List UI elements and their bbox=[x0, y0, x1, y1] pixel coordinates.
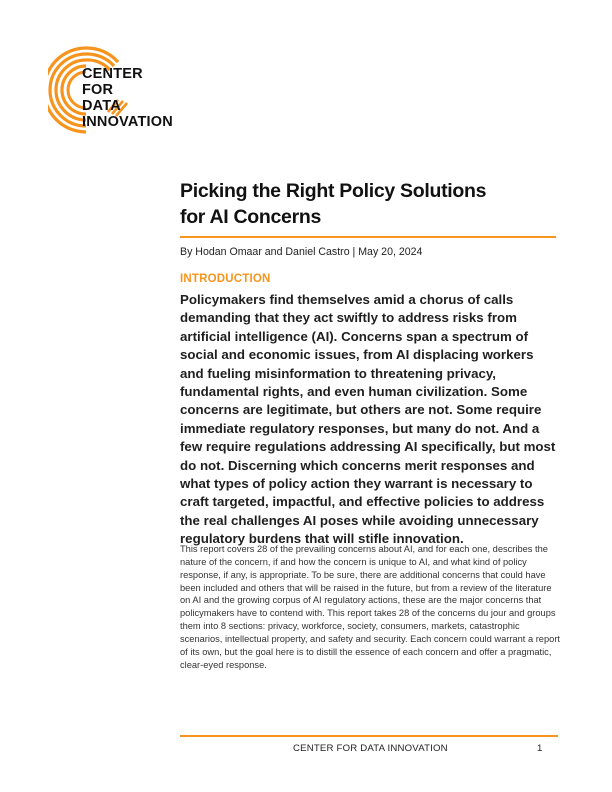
page-number: 1 bbox=[537, 743, 543, 754]
lead-paragraph: Policymakers find themselves amid a chorus of calls demanding that they act swiftly to address risks from artificial intelligence (AI). Concerns span a spectrum of social and economic issues, from AI displacing workers and fueling misinformation to threatening privacy, fundamental rights, and even human civilization. Some concerns are legitimate, but others are not. Some require immediate regulatory responses, but many do not. And a few require regulations addressing AI specifically, but most do not. Discerning which concerns merit responses and what types of policy action they warrant is necessary to craft targeted, impactful, and effective policies to address the real challenges AI poses while avoiding unnecessary regulatory burdens that will stifle innovation. bbox=[180, 292, 556, 547]
byline: By Hodan Omaar and Daniel Castro | May 20, 2024 bbox=[180, 246, 423, 258]
logo-wordmark bbox=[82, 66, 173, 130]
logo-line-3: DATA bbox=[82, 98, 121, 114]
logo-line-4: INNOVATION bbox=[82, 114, 173, 130]
logo bbox=[48, 42, 188, 142]
section-heading: INTRODUCTION bbox=[180, 273, 271, 285]
page-title bbox=[180, 178, 560, 230]
footer-label: CENTER FOR DATA INNOVATION bbox=[293, 743, 448, 754]
title-line-2: for AI Concerns bbox=[180, 206, 322, 228]
body-paragraph: This report covers 28 of the prevailing concerns about AI, and for each one, describes the nature of the concern, if and how the concern is unique to AI, and what kind of policy response, if any, is appropriate. To be sure, there are additional concerns that could have been included and others that will be raised in the future, but from a review of the literature on AI and the growing corpus of AI regulatory actions, these are the major concerns that policymakers have to contend with. This report takes 28 of the concerns du jour and groups them into 8 sections: privacy, workforce, society, consumers, markets, catastrophic scenarios, intellectual property, and safety and security. Each concern could warrant a report of its own, but the goal here is to distill the essence of each concern and offer a pragmatic, clear-eyed response. bbox=[180, 544, 560, 670]
title-divider bbox=[180, 236, 556, 238]
footer-divider bbox=[180, 735, 558, 737]
logo-line-2: FOR bbox=[82, 82, 114, 98]
title-line-1: Picking the Right Policy Solutions bbox=[180, 180, 487, 202]
logo-line-1: CENTER bbox=[82, 66, 143, 82]
